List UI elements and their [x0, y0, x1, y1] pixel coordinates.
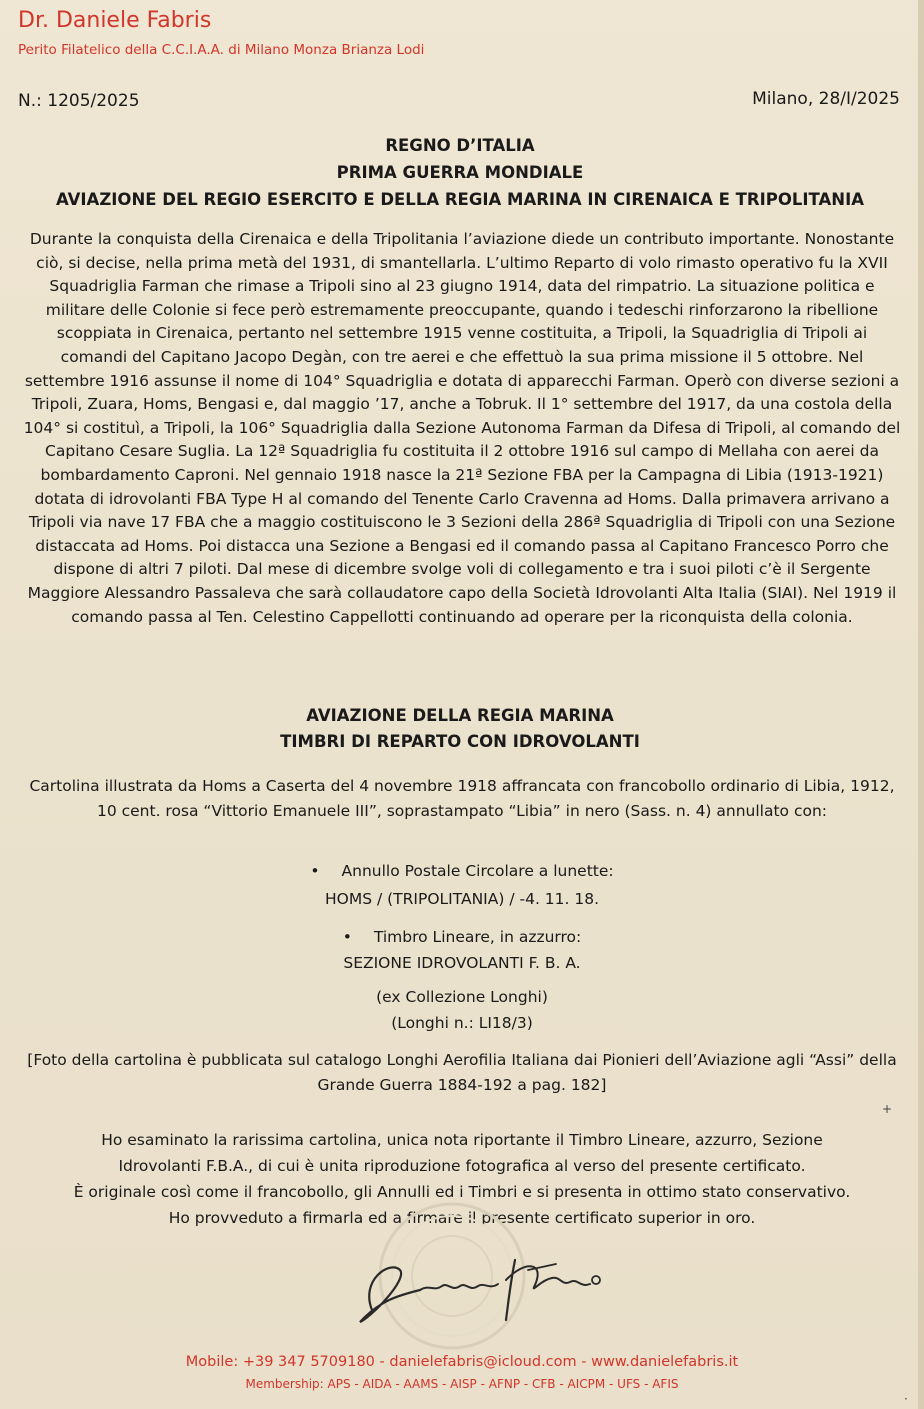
bullet-detail: HOMS / (TRIPOLITANIA) / -4. 11. 18.: [324, 890, 600, 908]
subtitle-line-1: AVIAZIONE DELLA REGIA MARINA: [306, 706, 614, 725]
certificate-number: N.: 1205/2025: [18, 91, 140, 111]
bullet-label: Timbro Lineare, in azzurro:: [373, 928, 582, 946]
conclusion-line-3: È originale così come il francobollo, gli Annulli ed i Timbri e si presenta in ottimo stato conservativo.: [73, 1183, 851, 1201]
provenance-line-1: (ex Collezione Longhi): [376, 988, 548, 1006]
bullet-detail: SEZIONE IDROVOLANTI F. B. A.: [343, 954, 581, 972]
margin-mark: ·: [904, 1392, 908, 1406]
catalog-note: [Foto della cartolina è pubblicata sul catalogo Longhi Aerofilia Italiana dai Pionieri dell’Aviazione agli “Assi” della Grande Guerra 1884-192 a pag. 182]: [27, 1051, 897, 1094]
expert-name: Dr. Daniele Fabris: [18, 8, 212, 33]
historical-text: Durante la conquista della Cirenaica e della Tripolitania l’aviazione diede un contributo importante. Nonostante ciò, si decise, nella prima metà del 1931, di smantellarla. L’ultimo Reparto di volo rimasto operativo fu la XVII Squadriglia Farman che rimase a Tripoli sino al 23 giugno 1914, data del rimpatrio. La situazione politica e militare delle Colonie si fece però estremamente preoccupante, quando i tedeschi rinforzarono la ribellione scoppiata in Cirenaica, pertanto nel settembre 1915 venne costituita, a Tripoli, la Squadriglia di Tripoli ai comandi del Capitano Jacopo Degàn, con tre aerei e che effettuò la sua prima missione il 5 ottobre. Nel settembre 1916 assunse il nome di 104° Squadriglia e dotata di apparecchi Farman. Operò con diverse sezioni a Tripoli, Zuara, Homs, Bengasi e, dal maggio ’17, anche a Tobruk. Il 1° settembre del 1917, da una costola della 104° si costituì, a Tripoli, la 106° Squadriglia dalla Sezione Autonoma Farman da Difesa di Tripoli, al comando del Capitano Cesare Suglia. La 12ª Squadriglia fu costituita il 2 ottobre 1916 sul campo di Mellaha con aerei da bombardamento Caproni. Nel gennaio 1918 nasce la 21ª Sezione FBA per la Campagna di Libia (1913-1921) dotata di idrovolanti FBA Type H al comando del Tenente Carlo Cravenna ad Homs. Dalla primavera arrivano a Tripoli via nave 17 FBA che a maggio costituiscono le 3 Sezioni della 286ª Squadriglia di Tripoli con una Sezione distaccata ad Homs. Poi distacca una Sezione a Bengasi ed il comando passa al Capitano Francesco Porro che dispone di altri 7 piloti. Dal mese di dicembre svolge voli di collegamento e tra i suoi piloti c’è il Sergente Maggiore Alessandro Passaleva che sarà collaudatore capo della Società Idrovolanti Alta Italia (SIAI). Nel 1919 il comando passa al Ten. Celestino Cappellotti continuando ad operare per la riconquista della colonia.: [23, 230, 901, 626]
footer-contact: Mobile: +39 347 5709180 - danielefabris@icloud.com - www.danielefabris.it: [185, 1354, 739, 1370]
conclusion-line-2: Idrovolanti F.B.A., di cui è unita riproduzione fotografica al verso del presente certificato.: [118, 1157, 806, 1175]
item-description: Cartolina illustrata da Homs a Caserta del 4 novembre 1918 affrancata con francobollo ordinario di Libia, 1912, 10 cent. rosa “Vittorio Emanuele III”, soprastampato “Libia” in nero (Sass. n. 4) annullato con:: [29, 777, 895, 820]
margin-mark: +: [882, 1102, 893, 1116]
bullet-item: [0, 862, 924, 880]
section-titles: [20, 703, 900, 755]
bullet-item: [0, 928, 924, 946]
expert-title: Perito Filatelico della C.C.I.A.A. di Milano Monza Brianza Lodi: [18, 42, 425, 58]
main-titles: [20, 132, 900, 213]
provenance-line-2: (Longhi n.: LI18/3): [391, 1014, 533, 1032]
title-line-3: AVIAZIONE DEL REGIO ESERCITO E DELLA REGIA MARINA IN CIRENAICA E TRIPOLITANIA: [55, 190, 864, 209]
certificate-date: Milano, 28/I/2025: [752, 89, 900, 109]
bullet-icon: •: [310, 862, 320, 880]
signature: [330, 1240, 630, 1330]
conclusion-line-1: Ho esaminato la rarissima cartolina, unica nota riportante il Timbro Lineare, azzurro, Sezione: [101, 1131, 823, 1149]
conclusion-line-4: Ho provveduto a firmarla ed a firmare il presente certificato superior in oro.: [168, 1209, 756, 1227]
footer-membership: Membership: APS - AIDA - AAMS - AISP - AFNP - CFB - AICPM - UFS - AFIS: [245, 1377, 679, 1391]
subtitle-line-2: TIMBRI DI REPARTO CON IDROVOLANTI: [280, 732, 640, 751]
bullet-label: Annullo Postale Circolare a lunette:: [341, 862, 614, 880]
page-edge: [918, 0, 924, 1409]
bullet-icon: •: [342, 928, 352, 946]
title-line-2: PRIMA GUERRA MONDIALE: [336, 163, 584, 182]
title-line-1: REGNO D’ITALIA: [385, 136, 535, 155]
